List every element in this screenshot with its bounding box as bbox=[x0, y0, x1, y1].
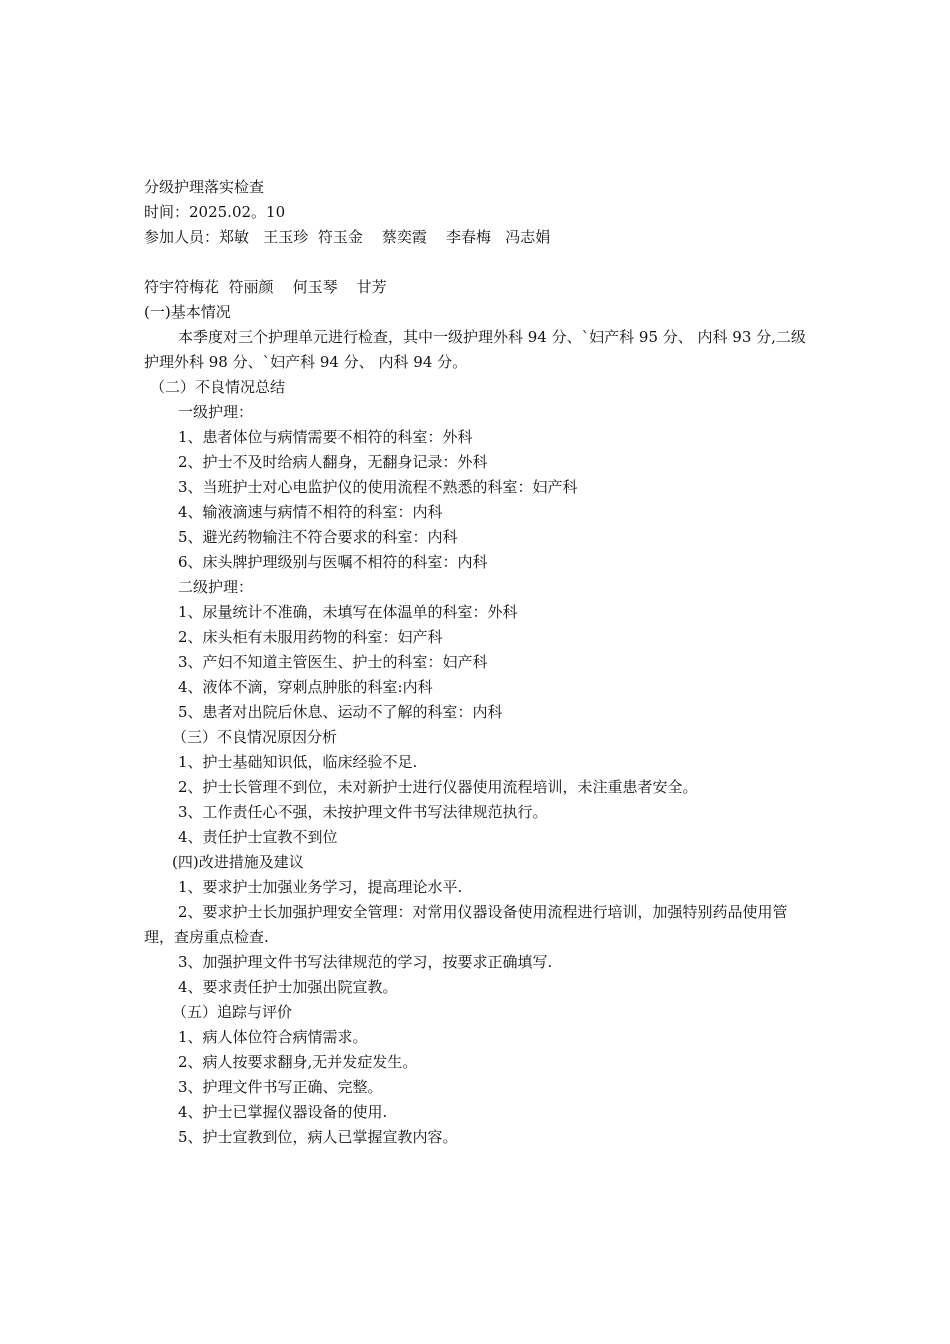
list-item: 1、尿量统计不准确，未填写在体温单的科室：外科 bbox=[178, 603, 518, 621]
blank-line bbox=[144, 250, 810, 275]
list-item: 1、护士基础知识低，临床经验不足. bbox=[178, 753, 418, 771]
list-item: 4、护士已掌握仪器设备的使用. bbox=[178, 1103, 388, 1121]
list-item: 4、要求责任护士加强出院宣教。 bbox=[178, 978, 398, 996]
list-item: 3、护理文件书写正确、完整。 bbox=[178, 1078, 383, 1096]
document-body bbox=[144, 175, 810, 1150]
level-2-label: 二级护理： bbox=[178, 578, 254, 596]
section-2-heading: （二）不良情况总结 bbox=[150, 378, 286, 396]
list-item-wrapped: 2、要求护士长加强护理安全管理：对常用仪器设备使用流程进行培训，加强特别药品使用管理，查房重点检查. bbox=[144, 903, 788, 946]
list-item: 1、病人体位符合病情需求。 bbox=[178, 1028, 368, 1046]
list-item: 2、护士长管理不到位，未对新护士进行仪器使用流程培训，未注重患者安全。 bbox=[178, 778, 698, 796]
list-item: 5、避光药物输注不符合要求的科室：内科 bbox=[178, 528, 458, 546]
section-5-heading: （五）追踪与评价 bbox=[172, 1003, 293, 1021]
list-item: 4、液体不滴，穿刺点肿胀的科室:内科 bbox=[178, 678, 433, 696]
list-item: 5、患者对出院后休息、运动不了解的科室：内科 bbox=[178, 703, 503, 721]
list-item: 5、护士宣教到位，病人已掌握宣教内容。 bbox=[178, 1128, 458, 1146]
list-item: 6、床头牌护理级别与医嘱不相符的科室：内科 bbox=[178, 553, 488, 571]
section-3-heading: （三）不良情况原因分析 bbox=[172, 728, 338, 746]
list-item: 2、病人按要求翻身,无并发症发生。 bbox=[178, 1053, 418, 1071]
list-item: 3、当班护士对心电监护仪的使用流程不熟悉的科室：妇产科 bbox=[178, 478, 578, 496]
participants-line-1: 参加人员：郑敏 王玉珍 符玉金 蔡奕霞 李春梅 冯志娟 bbox=[144, 228, 551, 246]
list-item: 3、工作责任心不强，未按护理文件书写法律规范执行。 bbox=[178, 803, 548, 821]
list-item: 2、护士不及时给病人翻身，无翻身记录：外科 bbox=[178, 453, 488, 471]
list-item: 3、加强护理文件书写法律规范的学习，按要求正确填写. bbox=[178, 953, 553, 971]
list-item: 1、要求护士加强业务学习，提高理论水平. bbox=[178, 878, 463, 896]
list-item: 1、患者体位与病情需要不相符的科室：外科 bbox=[178, 428, 473, 446]
list-item: 4、责任护士宣教不到位 bbox=[178, 828, 338, 846]
inspection-time: 时间：2025.02。10 bbox=[144, 203, 286, 221]
section-4-heading: (四)改进措施及建议 bbox=[172, 853, 304, 871]
list-item: 2、床头柜有未服用药物的科室：妇产科 bbox=[178, 628, 443, 646]
participants-line-2: 符宇符梅花 符丽颜 何玉琴 甘芳 bbox=[144, 278, 387, 296]
level-1-label: 一级护理： bbox=[178, 403, 254, 421]
document-title: 分级护理落实检查 bbox=[144, 178, 265, 196]
list-item: 4、输液滴速与病情不相符的科室：内科 bbox=[178, 503, 443, 521]
section-1-heading: (一)基本情况 bbox=[144, 303, 231, 321]
list-item: 3、产妇不知道主管医生、护士的科室：妇产科 bbox=[178, 653, 488, 671]
section-1-paragraph: 本季度对三个护理单元进行检查，其中一级护理外科 94 分、`妇产科 95 分、 内科 93 分,二级护理外科 98 分、`妇产科 94 分、 内科 94 分。 bbox=[144, 328, 806, 371]
